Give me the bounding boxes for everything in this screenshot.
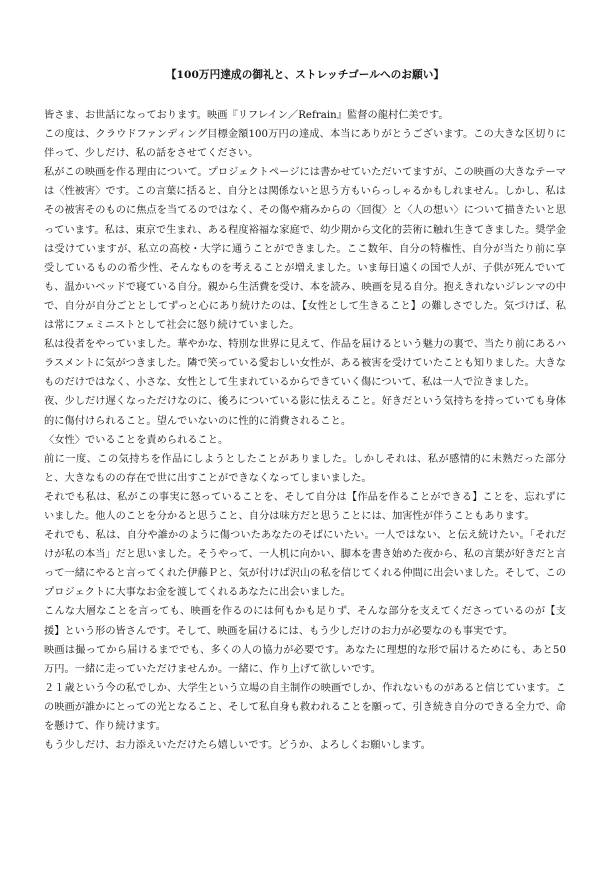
paragraph-closing: もう少しだけ、お力添えいただけたら嬉しいです。どうか、よろしくお願いします。 bbox=[44, 740, 431, 752]
document-body bbox=[44, 106, 566, 755]
paragraph-first-attempt: 前に一度、この気持ちを作品にしようとしたことがありました。しかしそれは、私が感情的に未熟だった部分と、大きなものの存在で世に出すことができなくなってしまいました。 bbox=[44, 453, 566, 484]
paragraph-anger: それでも私は、私がこの事実に怒っていることを、そして自分は【作品を作ることができる】ことを、忘れずにいました。他人のことを分かると思うこと、自分は味方だと思うことには、加害性が伴うこともあります。 bbox=[44, 491, 566, 522]
paragraph-goal: 映画は撮ってから届けるまででも、多くの人の協力が必要です。あなたに理想的な形で届けるためにも、あと50万円。一緒に走っていただけませんか。一緒に、作り上げて欲しいです。 bbox=[44, 644, 566, 675]
paragraph-reason: 私がこの映画を作る理由について。プロジェクトページには書かせていただいてますが、この映画の大きなテーマは〈性被害〉です。この言葉に括ると、自分とは関係ないと思う方もいらっしゃるかもしれません。しかし、私はその被害そのものに焦点を当てるのではなく、その傷や痛みからの〈回復〉と〈人の想い〉について描きたいと思っています。私は、東京で生まれ、ある程度裕福な家庭で、幼少期から文化的芸術に触れ生きてきました。奨学金は受けていますが、私立の高校・大学に通うことができました。ここ数年、自分の特権性、自分が当たり前に享受しているものの希少性、そんなものを考えることが増えました。いま毎日遠くの国で人が、子供が死んでいても、温かいベッドで寝ている自分。親から生活費を受け、本を読み、映画を見る自分。抱えきれないジレンマの中で、自分が自分ごととしてずっと心にあり続けたのは、【女性として生きること】の難しさでした。気づけば、私は常にフェミニストとして社会に怒り続けていました。 bbox=[44, 167, 566, 332]
paragraph-greeting: 皆さま、お世話になっております。映画『リフレイン／Refrain』監督の龍村仁美です。 bbox=[44, 110, 449, 121]
paragraph-blame: 〈女性〉でいることを責められること。 bbox=[44, 434, 229, 446]
paragraph-support: こんな大層なことを言っても、映画を作るのには何もかも足りず、そんな部分を支えてくださっているのが【支援】という形の皆さんです。そして、映画を届けるには、もう少しだけのお力が必要なのも事実です。 bbox=[44, 606, 566, 637]
document-title: 【100万円達成の御礼と、ストレッチゴールへのお願い】 bbox=[165, 69, 445, 81]
paragraph-thanks: この度は、クラウドファンディング目標金額100万円の達成、本当にありがとうございます。この大きな区切りに伴って、少しだけ、私の話をさせてください。 bbox=[44, 129, 566, 160]
paragraph-night: 夜、少しだけ遅くなっただけなのに、後ろについている影に怯えること。好きだという気持ちを持っていても身体的に傷付けられること。望んでいないのに性的に消費されること。 bbox=[44, 396, 566, 427]
paragraph-beside-you: それでも、私は、自分や誰かのように傷ついたあなたのそばにいたい。一人ではない、と伝え続けたい。「それだけが私の本当」だと思いました。そうやって、一人机に向かい、脚本を書き始めた夜から、私の言葉が好きだと言って一緒にやると言ってくれた伊藤Ｐと、気が付けば沢山の私を信じてくれる仲間に出会いました。そして、このプロジェクトに大事なお金を渡してくれるあなたに出会いました。 bbox=[44, 530, 566, 599]
paragraph-belief: ２１歳という今の私でしか、大学生という立場の自主制作の映画でしか、作れないものがあると信じています。この映画が誰かにとっての光となること、そして私自身も救われることを願って、引き続き自分のできる全力で、命を懸けて、作り続けます。 bbox=[44, 682, 566, 732]
paragraph-actor: 私は役者をやっていました。華やかな、特別な世界に見えて、作品を届けるという魅力の裏で、当たり前にあるハラスメントに気がつきました。隣で笑っている愛おしい女性が、ある被害を受けていたことも知りました。大きなものだけではなく、小さな、女性として生まれているからできていく傷について、私は一人で泣きました。 bbox=[44, 339, 566, 389]
